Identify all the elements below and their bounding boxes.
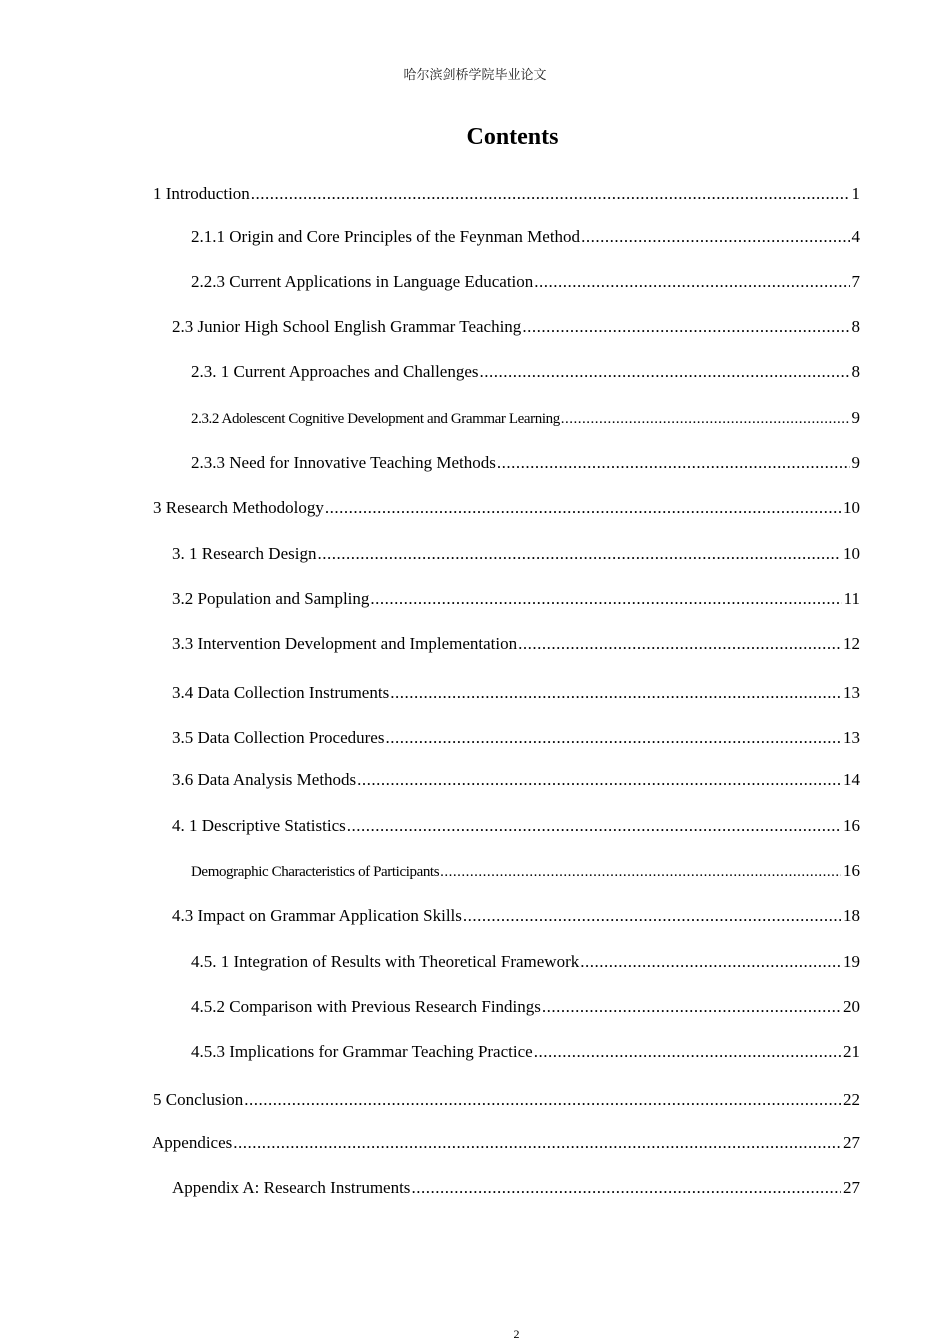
toc-entry[interactable] [172,544,860,564]
toc-entry-title: 3. 1 Research Design [172,544,317,563]
toc-entry-title: Appendix A: Research Instruments [172,1178,411,1197]
toc-entry-page: 9 [851,408,860,427]
toc-dot-leader [325,498,841,518]
toc-entry-title: 2.1.1 Origin and Core Principles of the Feynman Method [191,227,581,246]
toc-entry[interactable] [191,272,860,292]
toc-entry-page: 22 [843,1090,860,1109]
toc-dot-leader [480,362,850,382]
toc-entry[interactable] [172,589,860,609]
toc-entry-page: 16 [843,861,860,880]
toc-dot-leader [440,864,841,881]
toc-entry[interactable] [172,906,860,926]
toc-dot-leader [390,683,841,703]
toc-entry-title: 2.3 Junior High School English Grammar Teaching [172,317,522,336]
toc-entry[interactable] [172,816,860,836]
page-number: 2 [513,1327,520,1341]
toc-entry-title: 4.3 Impact on Grammar Application Skills [172,906,462,925]
toc-dot-leader [370,589,841,609]
toc-entry-title: 4.5. 1 Integration of Results with Theoretical Framework [191,952,580,971]
toc-entry-page: 20 [843,997,860,1016]
toc-entry-page: 13 [843,683,860,702]
toc-dot-leader [534,272,849,292]
toc-entry-title: 3.2 Population and Sampling [172,589,370,608]
toc-dot-leader [463,906,841,926]
toc-entry[interactable] [153,498,860,518]
toc-dot-leader [534,1042,841,1062]
toc-dot-leader [580,952,841,972]
toc-dot-leader [542,997,841,1017]
toc-entry-page: 27 [843,1133,860,1152]
toc-entry-title: Appendices [152,1133,233,1152]
toc-entry-page: 9 [851,453,860,472]
toc-dot-leader [497,453,850,473]
toc-entry-page: 8 [851,317,860,336]
toc-entry-page: 10 [843,498,860,517]
toc-entry-title: 1 Introduction [153,184,250,203]
toc-dot-leader [561,411,850,428]
toc-entry-page: 12 [843,634,860,653]
toc-entry-page: 14 [843,770,860,789]
toc-entry[interactable] [191,1042,860,1062]
toc-entry[interactable] [191,453,860,473]
toc-dot-leader [522,317,849,337]
toc-entry-page: 8 [851,362,860,381]
toc-entry[interactable] [172,683,860,703]
toc-entry-title: 2.3.2 Adolescent Cognitive Development and Grammar Learning [191,411,560,427]
page-title: Contents [466,124,559,150]
toc-entry-page: 1 [851,184,860,203]
toc-entry[interactable] [191,952,860,972]
toc-entry-page: 11 [843,589,860,608]
toc-dot-leader [581,227,849,247]
toc-dot-leader [385,728,841,748]
toc-entry-title: Demographic Characteristics of Participants [191,864,440,880]
toc-entry-page: 19 [843,952,860,971]
toc-dot-leader [244,1090,841,1110]
toc-entry-page: 18 [843,906,860,925]
toc-entry-title: 3 Research Methodology [153,498,324,517]
toc-dot-leader [233,1133,841,1153]
toc-entry[interactable] [191,997,860,1017]
toc-entry[interactable] [191,861,860,881]
toc-entry[interactable] [191,362,860,382]
toc-dot-leader [357,770,841,790]
toc-dot-leader [347,816,841,836]
toc-dot-leader [411,1178,841,1198]
toc-entry-title: 4. 1 Descriptive Statistics [172,816,346,835]
toc-entry-page: 10 [843,544,860,563]
toc-entry[interactable] [153,1090,860,1110]
toc-entry-title: 2.3. 1 Current Approaches and Challenges [191,362,479,381]
toc-entry-title: 4.5.2 Comparison with Previous Research Findings [191,997,541,1016]
toc-entry[interactable] [172,317,860,337]
toc-entry[interactable] [153,184,860,204]
toc-entry-page: 13 [843,728,860,747]
toc-entry-title: 3.4 Data Collection Instruments [172,683,390,702]
toc-dot-leader [251,184,850,204]
toc-entry[interactable] [172,770,860,790]
toc-entry-title: 2.3.3 Need for Innovative Teaching Methods [191,453,496,472]
toc-entry-title: 3.6 Data Analysis Methods [172,770,357,789]
toc-entry-title: 5 Conclusion [153,1090,244,1109]
toc-entry-title: 3.3 Intervention Development and Implementation [172,634,518,653]
toc-entry-title: 4.5.3 Implications for Grammar Teaching Practice [191,1042,533,1061]
toc-entry-page: 4 [851,227,860,246]
toc-dot-leader [518,634,841,654]
toc-entry-page: 21 [843,1042,860,1061]
toc-entry-page: 7 [851,272,860,291]
toc-entry[interactable] [172,634,860,654]
toc-dot-leader [317,544,841,564]
toc-entry[interactable] [172,1178,860,1198]
toc-entry[interactable] [152,1133,860,1153]
toc-entry-page: 27 [843,1178,860,1197]
toc-entry-title: 3.5 Data Collection Procedures [172,728,385,747]
toc-entry[interactable] [191,227,860,247]
toc-entry[interactable] [172,728,860,748]
toc-entry-page: 16 [843,816,860,835]
running-header: 哈尔滨剑桥学院毕业论文 [403,68,547,83]
toc-entry-title: 2.2.3 Current Applications in Language Education [191,272,534,291]
toc-entry[interactable] [191,408,860,428]
